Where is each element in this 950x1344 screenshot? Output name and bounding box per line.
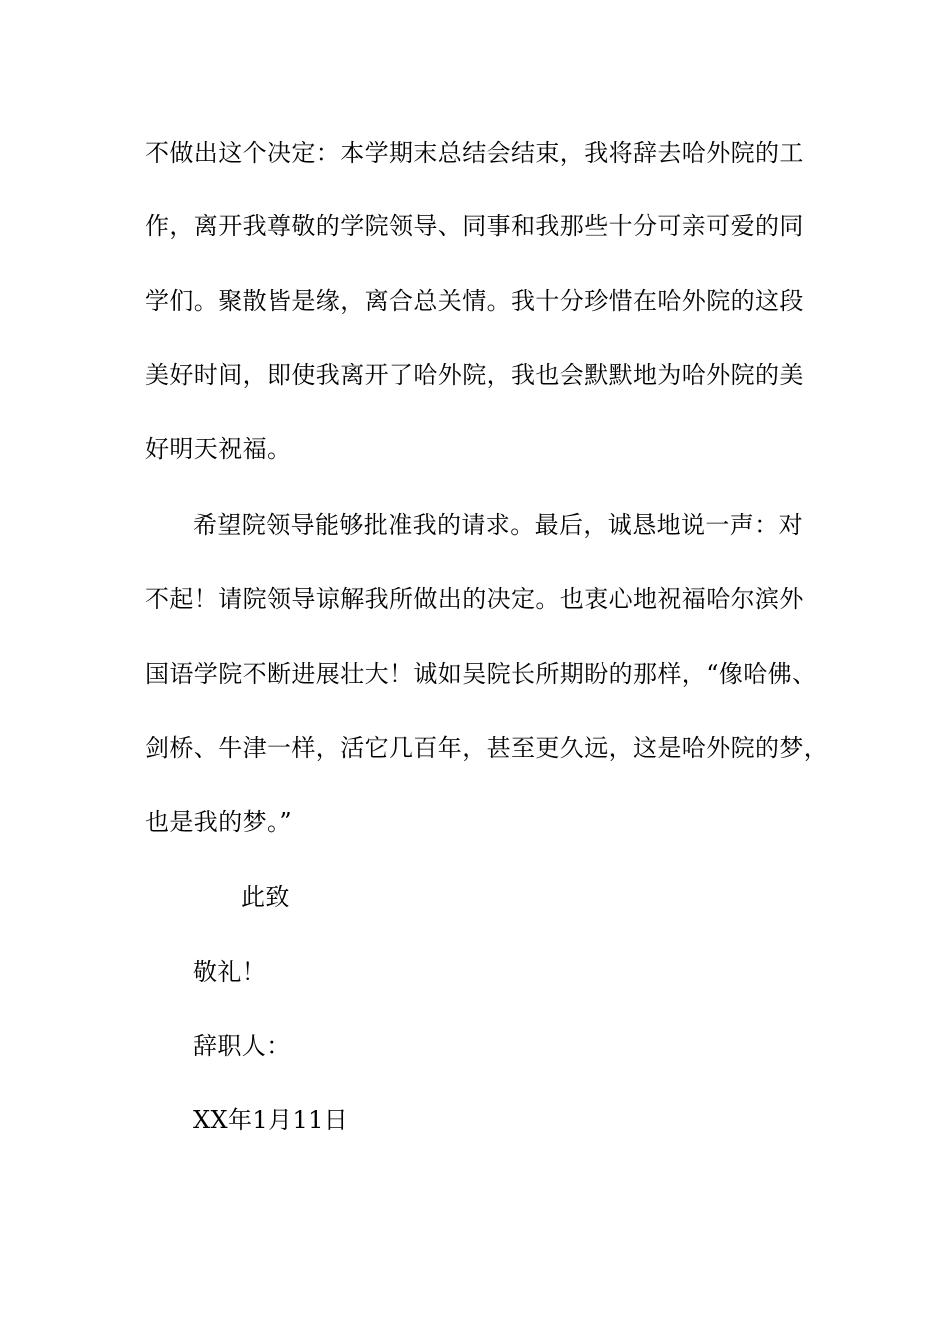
paragraph-2-line-5: 也是我的梦。”	[145, 808, 293, 836]
closing-regards: 敬礼！	[193, 958, 267, 986]
paragraph-1-line-1: 不做出这个决定：本学期末总结会结束，我将辞去哈外院的工	[145, 139, 804, 167]
paragraph-1-line-4: 美好时间，即使我离开了哈外院，我也会默默地为哈外院的美	[145, 361, 804, 389]
paragraph-1-line-5: 好明天祝福。	[145, 435, 292, 463]
signer-label: 辞职人：	[193, 1032, 291, 1060]
paragraph-2-line-4: 剑桥、牛津一样，活它几百年，甚至更久远，这是哈外院的梦，	[145, 734, 829, 762]
paragraph-2-line-2: 不起！请院领导谅解我所做出的决定。也衷心地祝福哈尔滨外	[145, 585, 804, 613]
paragraph-2-line-1: 希望院领导能够批准我的请求。最后，诚恳地说一声：对	[193, 511, 803, 539]
closing-salutation: 此致	[241, 883, 290, 911]
paragraph-1-line-2: 作，离开我尊敬的学院领导、同事和我那些十分可亲可爱的同	[145, 212, 804, 240]
signature-date: XX年1月11日	[193, 1106, 349, 1134]
paragraph-1-line-3: 学们。聚散皆是缘，离合总关情。我十分珍惜在哈外院的这段	[145, 287, 804, 315]
paragraph-2-line-3: 国语学院不断进展壮大！诚如吴院长所期盼的那样，“像哈佛、	[145, 660, 817, 688]
